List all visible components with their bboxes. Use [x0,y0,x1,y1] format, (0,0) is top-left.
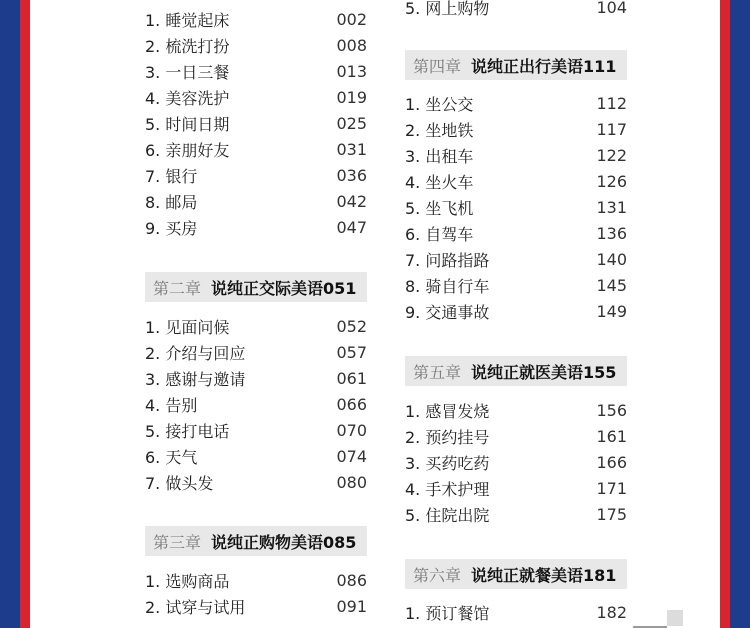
toc-entry[interactable] [145,443,367,469]
entry-page: 112 [596,93,627,113]
entry-page: 013 [336,61,367,81]
toc-entry[interactable] [405,501,627,527]
entry-title: 9. 买房 [145,218,198,238]
entry-page: 126 [596,171,627,191]
entry-page: 025 [336,113,367,133]
right-border-red [720,0,730,628]
toc-entry[interactable] [405,194,627,220]
chapter-number: 第三章 [153,532,202,552]
left-border-red [20,0,30,628]
entry-title: 3. 买药吃药 [405,453,490,473]
entry-title: 6. 亲朋好友 [145,140,230,160]
chapter-header[interactable] [145,272,367,302]
entry-page: 031 [336,139,367,159]
entry-page: 161 [596,426,627,446]
chapter-header[interactable] [405,50,627,80]
entry-title: 2. 预约挂号 [405,427,490,447]
chapter-title: 说纯正出行美语111 [471,56,617,76]
chapter-title: 说纯正就餐美语181 [471,565,617,585]
entry-title: 2. 梳洗打扮 [145,36,230,56]
entry-page: 156 [596,400,627,420]
entry-title: 1. 睡觉起床 [145,10,230,30]
toc-entry[interactable] [145,313,367,339]
toc-entry[interactable] [405,298,627,324]
entry-page: 047 [336,217,367,237]
entry-title: 2. 介绍与回应 [145,343,246,363]
entry-title: 4. 手术护理 [405,479,490,499]
entry-title: 1. 见面问候 [145,317,230,337]
entry-page: 117 [596,119,627,139]
entry-page: 086 [336,570,367,590]
entry-title: 7. 做头发 [145,473,214,493]
toc-entry[interactable] [145,188,367,214]
toc-entry[interactable] [145,339,367,365]
entry-page: 070 [336,420,367,440]
toc-entry[interactable] [145,58,367,84]
entry-title: 5. 网上购物 [405,0,490,18]
entry-title: 8. 骑自行车 [405,276,490,296]
entry-title: 3. 感谢与邀请 [145,369,246,389]
entry-title: 5. 坐飞机 [405,198,474,218]
chapter-header[interactable] [145,526,367,556]
toc-entry[interactable] [145,469,367,495]
entry-page: 104 [596,0,627,17]
toc-entry[interactable] [405,449,627,475]
entry-title: 5. 时间日期 [145,114,230,134]
entry-page: 074 [336,446,367,466]
toc-entry[interactable] [405,599,627,625]
entry-title: 1. 感冒发烧 [405,401,490,421]
entry-page: 140 [596,249,627,269]
toc-entry[interactable] [405,168,627,194]
toc-entry[interactable] [405,423,627,449]
chapter-header[interactable] [405,356,627,386]
entry-title: 7. 银行 [145,166,198,186]
entry-title: 2. 试穿与试用 [145,597,246,617]
entry-title: 8. 邮局 [145,192,198,212]
entry-page: 166 [596,452,627,472]
entry-title: 6. 自驾车 [405,224,474,244]
toc-entry[interactable] [145,365,367,391]
chapter-title: 说纯正购物美语085 [211,532,357,552]
entry-title: 3. 一日三餐 [145,62,230,82]
chapter-header[interactable] [405,559,627,589]
entry-page: 080 [336,472,367,492]
toc-entry[interactable] [145,391,367,417]
toc-entry[interactable] [405,272,627,298]
corner-decoration [667,610,683,626]
entry-page: 036 [336,165,367,185]
toc-entry[interactable] [145,84,367,110]
entry-title: 7. 问路指路 [405,250,490,270]
entry-page: 145 [596,275,627,295]
entry-page: 136 [596,223,627,243]
toc-entry[interactable] [145,136,367,162]
entry-title: 3. 出租车 [405,146,474,166]
entry-page: 042 [336,191,367,211]
entry-title: 4. 告别 [145,395,198,415]
entry-title: 1. 坐公交 [405,94,474,114]
entry-title: 9. 交通事故 [405,302,490,322]
entry-page: 061 [336,368,367,388]
right-border-blue [730,0,750,628]
entry-title: 2. 坐地铁 [405,120,474,140]
entry-page: 066 [336,394,367,414]
entry-title: 5. 住院出院 [405,505,490,525]
right-border-white [716,0,720,628]
chapter-number: 第四章 [413,56,462,76]
toc-entry[interactable] [405,475,627,501]
entry-page: 131 [596,197,627,217]
entry-title: 4. 美容洗护 [145,88,230,108]
entry-title: 6. 天气 [145,447,198,467]
chapter-number: 第六章 [413,565,462,585]
entry-page: 175 [596,504,627,524]
toc-entry[interactable] [145,567,367,593]
toc-entry[interactable] [405,246,627,272]
entry-title: 5. 接打电话 [145,421,230,441]
entry-page: 008 [336,35,367,55]
chapter-title: 说纯正交际美语051 [211,278,357,298]
entry-page: 091 [336,596,367,616]
toc-entry[interactable] [145,6,367,32]
chapter-title: 说纯正就医美语155 [471,362,617,382]
toc-entry[interactable] [405,0,627,20]
toc-entry[interactable] [405,220,627,246]
entry-page: 057 [336,342,367,362]
entry-page: 171 [596,478,627,498]
entry-page: 052 [336,316,367,336]
chapter-number: 第二章 [153,278,202,298]
entry-title: 1. 选购商品 [145,571,230,591]
toc-entry[interactable] [405,90,627,116]
entry-page: 149 [596,301,627,321]
left-border-blue [0,0,20,628]
entry-page: 182 [596,602,627,622]
entry-title: 1. 预订餐馆 [405,603,490,623]
toc-entry[interactable] [405,116,627,142]
toc-entry[interactable] [145,214,367,240]
toc-entry[interactable] [405,142,627,168]
left-border-white [30,0,34,628]
toc-entry[interactable] [145,32,367,58]
chapter-number: 第五章 [413,362,462,382]
toc-entry[interactable] [405,397,627,423]
toc-entry[interactable] [145,162,367,188]
entry-title: 4. 坐火车 [405,172,474,192]
toc-entry[interactable] [145,110,367,136]
entry-page: 019 [336,87,367,107]
entry-page: 002 [336,9,367,29]
toc-entry[interactable] [145,417,367,443]
entry-page: 122 [596,145,627,165]
toc-entry[interactable] [145,593,367,619]
